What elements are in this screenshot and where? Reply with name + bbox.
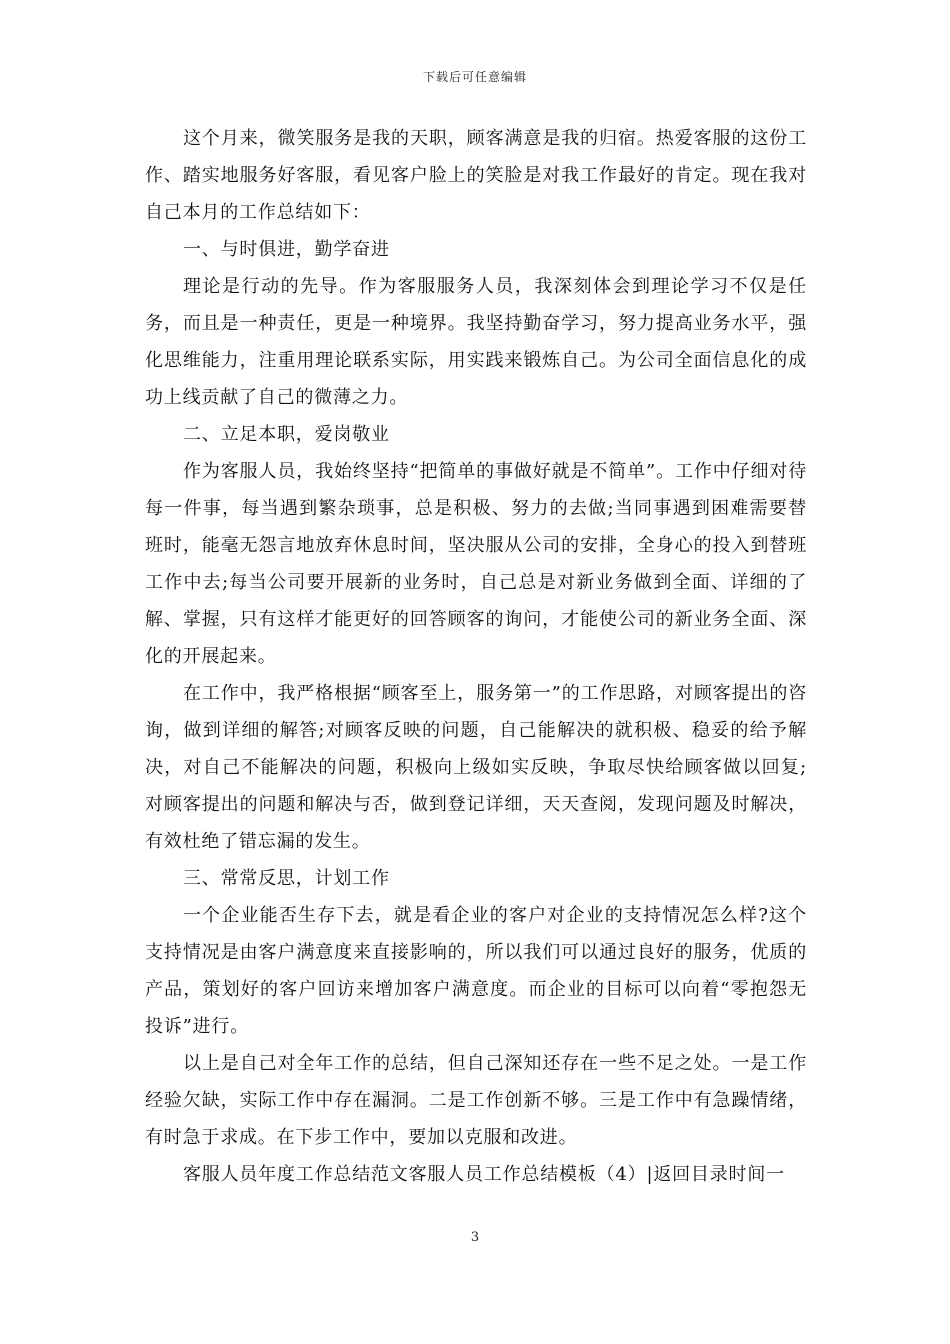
- continuation-line: 客服人员年度工作总结范文客服人员工作总结模板（4）|返回目录时间一: [183, 1164, 785, 1185]
- page-number: 3: [470, 1230, 480, 1245]
- section-2-paragraph-2: 在工作中，我严格根据“顾客至上，服务第一”的工作思路，对顾客提出的咨询，做到详细的解答;对顾客反映的问题，自己能解决的就积极、稳妥的给予解决，对自己不能解决的问题，积极向上级如实反映，争取尽快给顾客做以回复;对顾客提出的问题和解决与否，做到登记详细，天天查阅，发现问题及时解决，有效杜绝了错忘漏的发生。: [145, 683, 807, 852]
- page-header: 下载后可任意编辑: [422, 70, 527, 84]
- section-heading-3: 三、常常反思，计划工作: [183, 868, 390, 889]
- intro-paragraph: 这个月来，微笑服务是我的天职，顾客满意是我的归宿。热爱客服的这份工作、踏实地服务好客服，看见客户脸上的笑脸是对我工作最好的肯定。现在我对自己本月的工作总结如下：: [145, 128, 807, 223]
- section-2-paragraph-1: 作为客服人员，我始终坚持“把简单的事做好就是不简单”。工作中仔细对待每一件事，每当遇到繁杂琐事，总是积极、努力的去做;当同事遇到困难需要替班时，能毫无怨言地放弃休息时间，坚决服从公司的安排，全身心的投入到替班工作中去;每当公司要开展新的业务时，自己总是对新业务做到全面、详细的了解、掌握，只有这样才能更好的回答顾客的询问，才能使公司的新业务全面、深化的开展起来。: [145, 461, 807, 667]
- document-body: [145, 120, 807, 1193]
- section-heading-1: 一、与时俱进，勤学奋进: [183, 239, 390, 260]
- section-1-paragraph: 理论是行动的先导。作为客服服务人员，我深刻体会到理论学习不仅是任务，而且是一种责任，更是一种境界。我坚持勤奋学习，努力提高业务水平，强化思维能力，注重用理论联系实际，用实践来锻炼自己。为公司全面信息化的成功上线贡献了自己的微薄之力。: [145, 276, 807, 408]
- section-heading-2: 二、立足本职，爱岗敬业: [183, 424, 390, 445]
- summary-paragraph: 以上是自己对全年工作的总结，但自己深知还存在一些不足之处。一是工作经验欠缺，实际工作中存在漏洞。二是工作创新不够。三是工作中有急躁情绪，有时急于求成。在下步工作中，要加以克服和改进。: [145, 1053, 807, 1148]
- section-3-paragraph: 一个企业能否生存下去，就是看企业的客户对企业的支持情况怎么样?这个支持情况是由客户满意度来直接影响的，所以我们可以通过良好的服务，优质的产品，策划好的客户回访来增加客户满意度。而企业的目标可以向着“零抱怨无投诉”进行。: [145, 905, 807, 1037]
